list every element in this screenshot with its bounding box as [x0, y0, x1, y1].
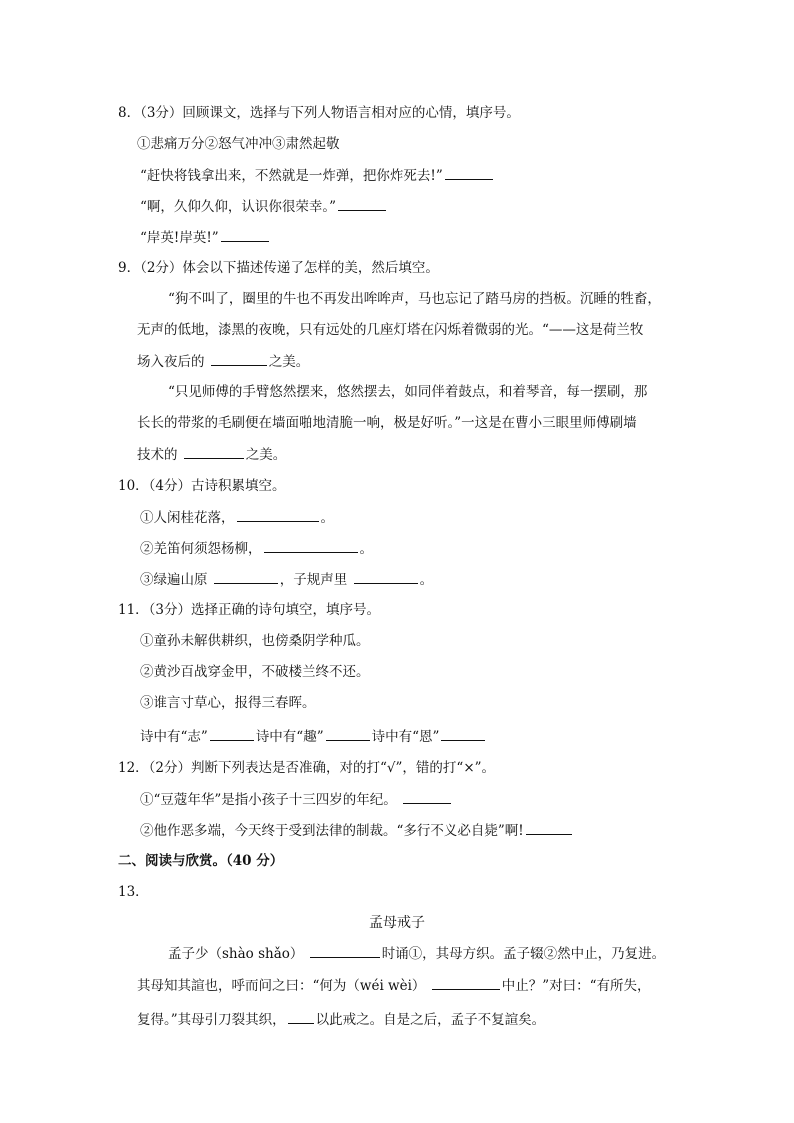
q13-number: 13．: [118, 884, 149, 900]
q13-l2-prefix: 其母知其諠也，呼而问之曰：“何为（wéi wèi）: [137, 978, 426, 994]
q10-line3: [140, 570, 433, 589]
q9-passage1-line1: “狗不叫了，圈里的牛也不再发出哞哞声，马也忘记了踏马房的挡板。沉睡的牲畜，: [168, 291, 661, 307]
q8-line3: [140, 228, 271, 247]
q10-header: 10．（4分）古诗积累填空。: [118, 478, 286, 494]
answer-blank[interactable]: [403, 790, 451, 804]
q8-line2: [140, 197, 388, 216]
answer-blank[interactable]: [288, 1010, 314, 1024]
q13-line1: [168, 944, 665, 963]
q9-passage2-line3: [137, 445, 286, 464]
q10-l1-end: 。: [320, 510, 334, 526]
q9-passage2-line1: “只见师傅的手臂悠然摆来，悠然摆去，如同伴着鼓点，和着琴音，每一摆刷，那: [168, 384, 648, 400]
answer-blank[interactable]: [211, 352, 267, 366]
q13-line2: [137, 976, 651, 995]
q11-poem2: ②黄沙百战穿金甲，不破楼兰终不还。: [140, 664, 370, 680]
answer-blank[interactable]: [184, 445, 244, 459]
q8-line1: [140, 166, 495, 185]
answer-blank[interactable]: [264, 539, 358, 553]
q9-p1-suffix: 之美。: [268, 354, 310, 370]
q11-fill-en: 诗中有“恩”: [371, 729, 440, 745]
q12-line2: [140, 821, 574, 840]
answer-blank[interactable]: [237, 508, 319, 522]
q12-l2-text: ②他作恶多端，今天终于受到法律的制裁。“多行不义必自毙”啊!: [140, 823, 524, 839]
q9-p2-prefix: 技术的: [137, 447, 178, 463]
answer-blank[interactable]: [338, 197, 386, 211]
answer-blank[interactable]: [221, 228, 269, 242]
q13-l3-suffix: 以此戒之。自是之后，孟子不复諠矣。: [315, 1012, 546, 1028]
q9-p2-suffix: 之美。: [245, 447, 287, 463]
q9-passage1-line3: [137, 352, 309, 371]
answer-blank[interactable]: [432, 976, 500, 990]
q10-l1-text: ①人闲桂花落，: [140, 510, 235, 526]
q10-line2: [140, 539, 373, 558]
q13-l3-prefix: 复得。”其母引刀裂其织，: [137, 1012, 286, 1028]
q8-options: ①悲痛万分②怒气冲冲③肃然起敬: [137, 136, 340, 152]
answer-blank[interactable]: [210, 727, 254, 741]
answer-blank[interactable]: [354, 570, 418, 584]
q8-line3-text: “岸英!岸英!”: [140, 230, 219, 246]
q13-l2-suffix: 中止？”对曰：“有所失，: [501, 978, 651, 994]
answer-blank[interactable]: [310, 944, 380, 958]
q12-header: 12．（2分）判断下列表达是否准确，对的打“√”，错的打“×”。: [118, 760, 496, 776]
answer-blank[interactable]: [214, 570, 278, 584]
q8-header: 8．（3分）回顾课文，选择与下列人物语言相对应的心情，填序号。: [118, 105, 520, 121]
q8-line2-text: “啊，久仰久仰，认识你很荣幸。”: [140, 199, 337, 215]
q11-fill-qu: 诗中有“趣”: [255, 729, 324, 745]
q11-poem3: ③谁言寸草心，报得三春晖。: [140, 695, 316, 711]
q10-l3-text: ③绿遍山原: [140, 572, 208, 588]
q13-l1-suffix: 时诵①，其母方织。孟子辍②然中止，乃复进。: [381, 946, 666, 962]
q10-l3-end: 。: [419, 572, 434, 588]
answer-blank[interactable]: [441, 727, 485, 741]
q13-l1-prefix: 孟子少（shào shǎo）: [168, 946, 304, 962]
q9-passage1-line2: 无声的低地，漆黑的夜晚，只有远处的几座灯塔在闪烁着微弱的光。“——这是荷兰牧: [137, 322, 644, 338]
q13-line3: [137, 1010, 545, 1029]
q12-line1: [140, 790, 453, 809]
q10-l2-text: ②羌笛何须怨杨柳，: [140, 541, 262, 557]
passage-title: 孟母戒子: [369, 915, 425, 931]
q11-poem1: ①童孙未解供耕织，也傍桑阴学种瓜。: [140, 633, 370, 649]
q9-passage2-line2: 长长的带浆的毛刷便在墙面啪地清脆一响，极是好听。”一这是在曹小三眼里师傅刷墙: [137, 415, 637, 431]
q11-header: 11．（3分）选择正确的诗句填空，填序号。: [118, 602, 381, 618]
q11-fill-zhi: 诗中有“志”: [140, 729, 208, 745]
q10-line1: [140, 508, 334, 527]
q10-l2-end: 。: [359, 541, 373, 557]
q8-line1-text: “赶快将钱拿出来，不然就是一炸弹，把你炸死去!”: [140, 168, 443, 184]
q12-l1-text: ①“豆蔻年华”是指小孩子十三四岁的年纪。: [140, 792, 397, 808]
q10-l3-mid: ，子规声里: [279, 572, 348, 588]
answer-blank[interactable]: [445, 166, 493, 180]
q9-header: 9．（2分）体会以下描述传递了怎样的美，然后填空。: [118, 260, 439, 276]
section-heading: 二、阅读与欣赏。（40 分）: [118, 853, 284, 869]
answer-blank[interactable]: [326, 727, 370, 741]
q9-p1-prefix: 场入夜后的: [137, 354, 205, 370]
answer-blank[interactable]: [526, 821, 572, 835]
q11-fill-line: [140, 727, 487, 746]
